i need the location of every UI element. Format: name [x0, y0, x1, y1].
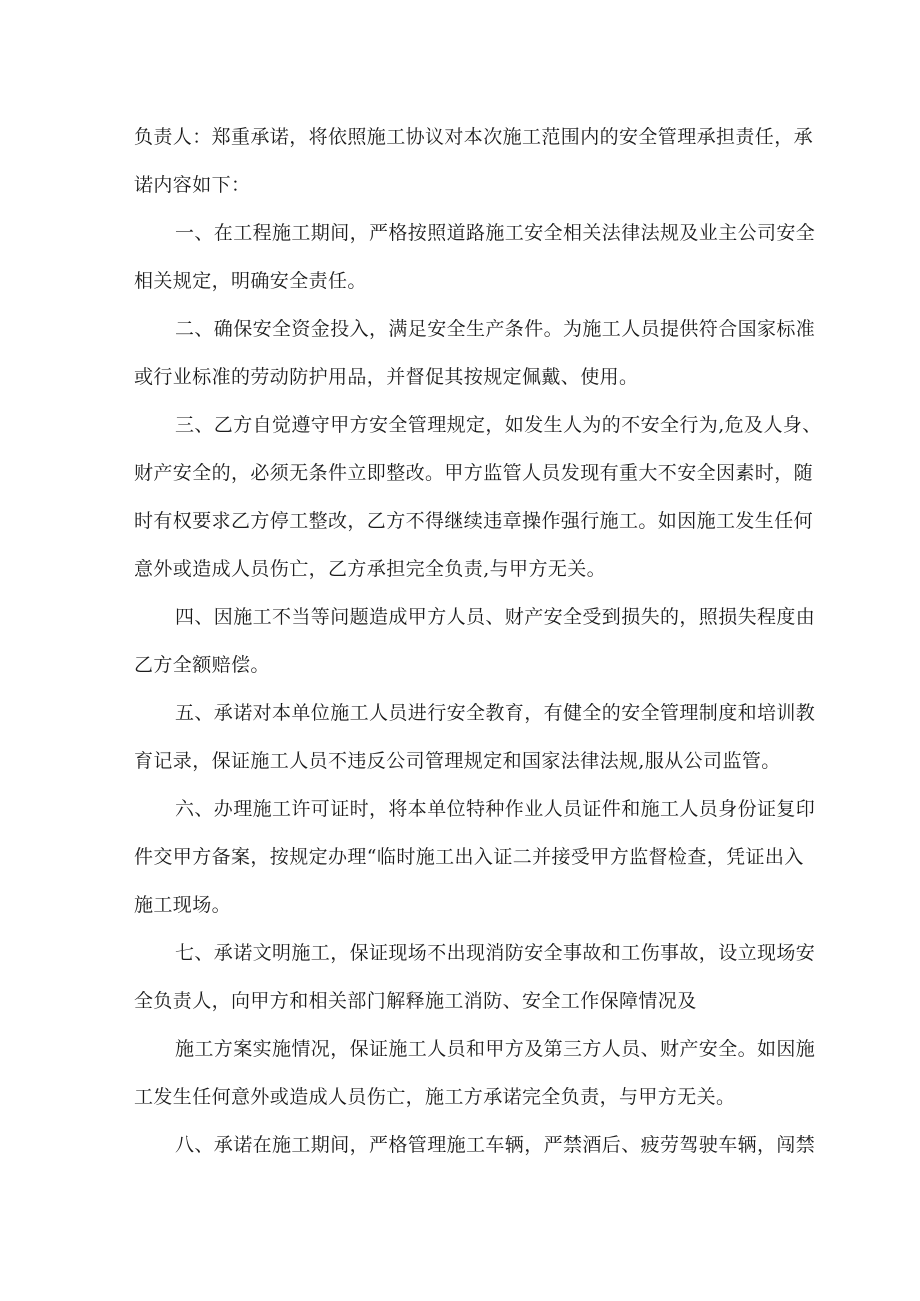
paragraph-4-line-3: 时有权要求乙方停工整改，乙方不得继续违章操作强行施工。如因施工发生任何 — [134, 510, 814, 532]
paragraph-10-line-1: 八、承诺在施工期间，严格管理施工车辆，严禁酒后、疲劳驾驶车辆，闯禁 — [175, 1134, 816, 1156]
paragraph-7-line-3: 施工现场。 — [134, 894, 232, 916]
paragraph-4-line-1: 三、乙方自觉遵守甲方安全管理规定，如发生人为的不安全行为,危及人身、 — [175, 414, 822, 436]
paragraph-1-line-1: 负责人：郑重承诺，将依照施工协议对本次施工范围内的安全管理承担责任，承 — [134, 126, 814, 148]
paragraph-3-line-1: 二、确保安全资金投入，满足安全生产条件。为施工人员提供符合国家标准 — [175, 318, 816, 340]
paragraph-8-line-2: 全负责人，向甲方和相关部门解释施工消防、安全工作保障情况及 — [134, 990, 697, 1012]
paragraph-2-line-1: 一、在工程施工期间，严格按照道路施工安全相关法律法规及业主公司安全 — [175, 222, 816, 244]
paragraph-5-line-2: 乙方全额赔偿。 — [134, 654, 270, 676]
paragraph-2-line-2: 相关规定，明确安全责任。 — [134, 270, 367, 292]
paragraph-1-line-2: 诺内容如下： — [134, 174, 251, 196]
paragraph-7-line-1: 六、办理施工许可证时，将本单位特种作业人员证件和施工人员身份证复印 — [175, 798, 816, 820]
paragraph-5-line-1: 四、因施工不当等问题造成甲方人员、财产安全受到损失的，照损失程度由 — [175, 606, 816, 628]
paragraph-4-line-4: 意外或造成人员伤亡，乙方承担完全负责,与甲方无关。 — [134, 558, 607, 580]
paragraph-6-line-1: 五、承诺对本单位施工人员进行安全教育，有健全的安全管理制度和培训教 — [175, 702, 816, 724]
paragraph-4-line-2: 财产安全的，必须无条件立即整改。甲方监管人员发现有重大不安全因素时，随 — [134, 462, 814, 484]
paragraph-7-line-2: 件交甲方备案，按规定办理“临时施工出入证二并接受甲方监督检查，凭证出入 — [134, 846, 804, 868]
paragraph-8-line-1: 七、承诺文明施工，保证现场不出现消防安全事故和工伤事故，设立现场安 — [175, 942, 816, 964]
paragraph-9-line-1: 施工方案实施情况，保证施工人员和甲方及第三方人员、财产安全。如因施 — [175, 1038, 816, 1060]
paragraph-9-line-2: 工发生任何意外或造成人员伤亡，施工方承诺完全负责，与甲方无关。 — [134, 1086, 736, 1108]
paragraph-6-line-2: 育记录，保证施工人员不违反公司管理规定和国家法律法规,服从公司监管。 — [134, 750, 781, 772]
paragraph-3-line-2: 或行业标准的劳动防护用品，并督促其按规定佩戴、使用。 — [134, 366, 639, 388]
